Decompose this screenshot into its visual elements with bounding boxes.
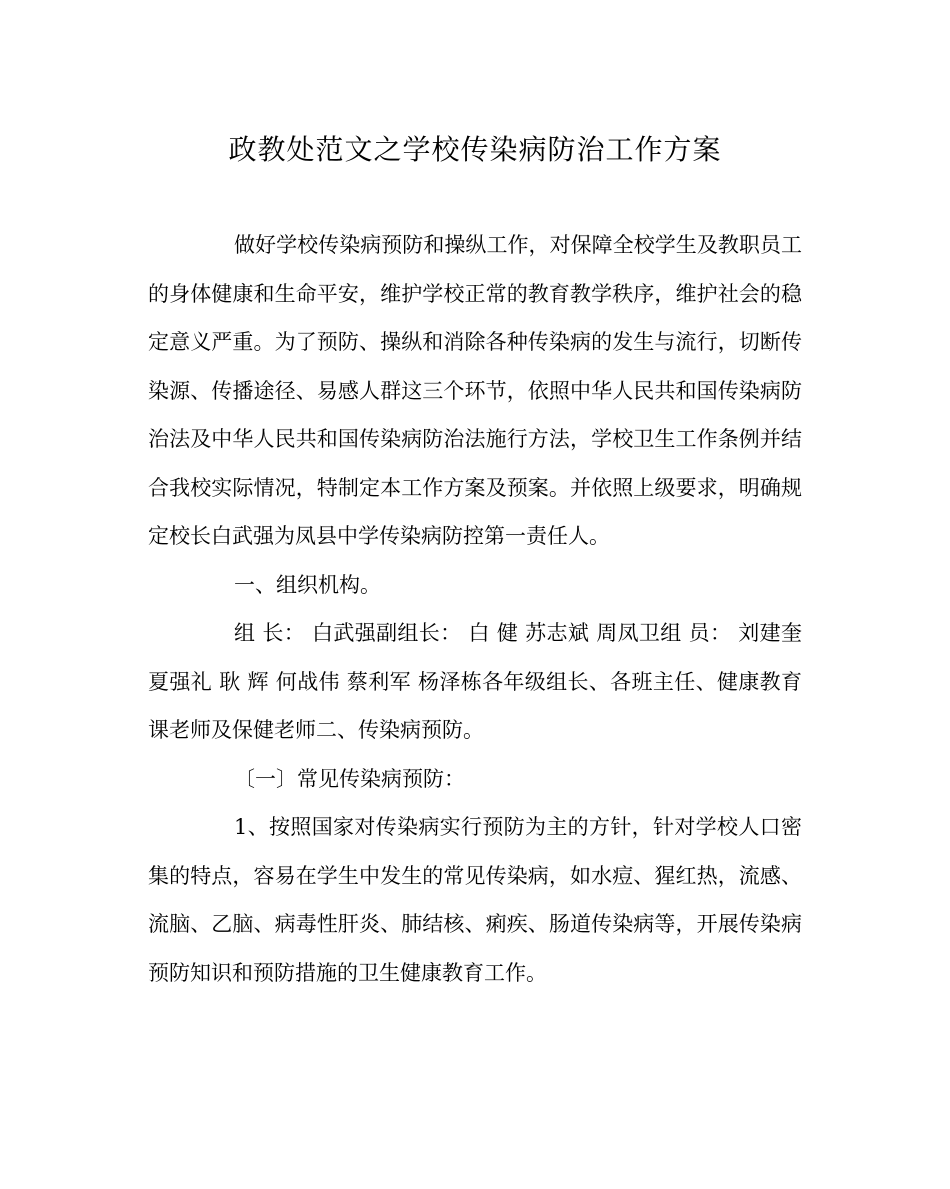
document-title: 政教处范文之学校传染病防治工作方案 [228,133,722,166]
document-body [148,221,802,997]
paragraph-intro: 做好学校传染病预防和操纵工作，对保障全校学生及教职员工的身体健康和生命平安，维护学校正常的教育教学秩序，维护社会的稳定意义严重。为了预防、操纵和消除各种传染病的发生与流行，切断传染源、传播途径、易感人群这三个环节，依照中华人民共和国传染病防治法及中华人民共和国传染病防治法施行方法，学校卫生工作条例并结合我校实际情况，特制定本工作方案及预案。并依照上级要求，明确规定校长白武强为凤县中学传染病防控第一责任人。 [148,233,802,548]
paragraph-subheading-common-diseases: 〔一〕常见传染病预防： [234,766,465,791]
paragraph-organization-members: 组 长： 白武强副组长： 白 健 苏志斌 周凤卫组 员： 刘建奎 夏强礼 耿 辉 何战伟 蔡利军 杨泽栋各年级组长、各班主任、健康教育课老师及保健老师二、传染病预防。 [148,621,802,742]
paragraph-section-heading-organization: 一、组织机构。 [234,572,381,597]
paragraph-item-1: 1、按照国家对传染病实行预防为主的方针，针对学校人口密集的特点，容易在学生中发生的常见传染病，如水痘、猩红热，流感、流脑、乙脑、病毒性肝炎、肺结核、痢疾、肠道传染病等，开展传染病预防知识和预防措施的卫生健康教育工作。 [148,815,802,985]
